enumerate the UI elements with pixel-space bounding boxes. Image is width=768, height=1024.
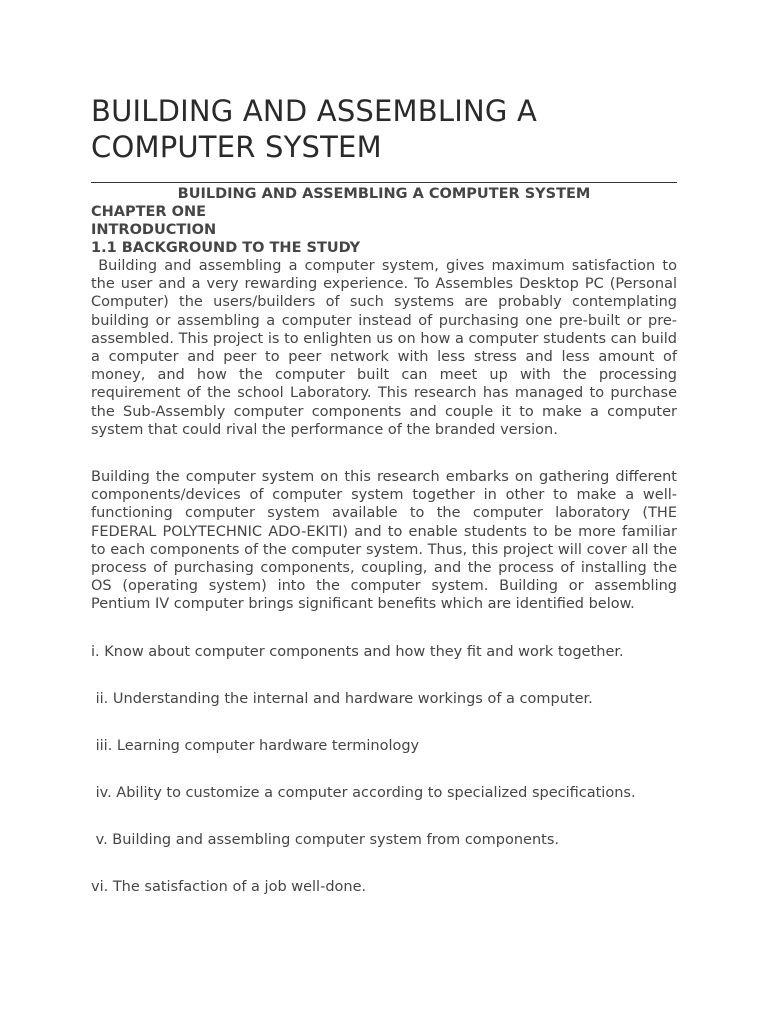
- benefits-list: [91, 643, 677, 896]
- paragraph: Building the computer system on this research embarks on gathering different components/devices of computer system together in other to make a well-functioning computer system available to the computer laboratory (THE FEDERAL POLYTECHNIC ADO-EKITI) and to enable students to be more familiar to each components of the computer system. Thus, this project will cover all the process of purchasing components, coupling, and the process of installing the OS (operating system) into the computer system. Building or assembling Pentium IV computer brings significant benefits which are identified below.: [91, 469, 677, 613]
- subsection-heading: 1.1 BACKGROUND TO THE STUDY: [91, 240, 361, 256]
- list-item: iv. Ability to customize a computer according to specialized specifications.: [91, 784, 636, 801]
- title-divider: [91, 182, 677, 183]
- list-item: iii. Learning computer hardware terminology: [91, 737, 420, 754]
- document-page: [91, 93, 682, 925]
- document-title: BUILDING AND ASSEMBLING A COMPUTER SYSTEM: [91, 94, 538, 164]
- paragraph: Building and assembling a computer system, gives maximum satisfaction to the user and a very rewarding experience. To Assembles Desktop PC (Personal Computer) the users/builders of such systems are probably contemplating building or assembling a computer instead of purchasing one pre-built or pre-assembled. This project is to enlighten us on how a computer students can build a computer and peer to peer network with less stress and less amount of money, and how the computer built can meet up with the processing requirement of the school Laboratory. This research has managed to purchase the Sub-Assembly computer components and couple it to make a computer system that could rival the performance of the branded version.: [91, 258, 682, 438]
- list-item: ii. Understanding the internal and hardware workings of a computer.: [91, 690, 593, 707]
- list-item: i. Know about computer components and how they fit and work together.: [91, 643, 624, 660]
- list-item: v. Building and assembling computer system from components.: [91, 831, 560, 848]
- section-heading: INTRODUCTION: [91, 222, 217, 238]
- document-subtitle: BUILDING AND ASSEMBLING A COMPUTER SYSTEM: [177, 186, 591, 202]
- chapter-heading: CHAPTER ONE: [91, 204, 207, 220]
- list-item: vi. The satisfaction of a job well-done.: [91, 878, 367, 895]
